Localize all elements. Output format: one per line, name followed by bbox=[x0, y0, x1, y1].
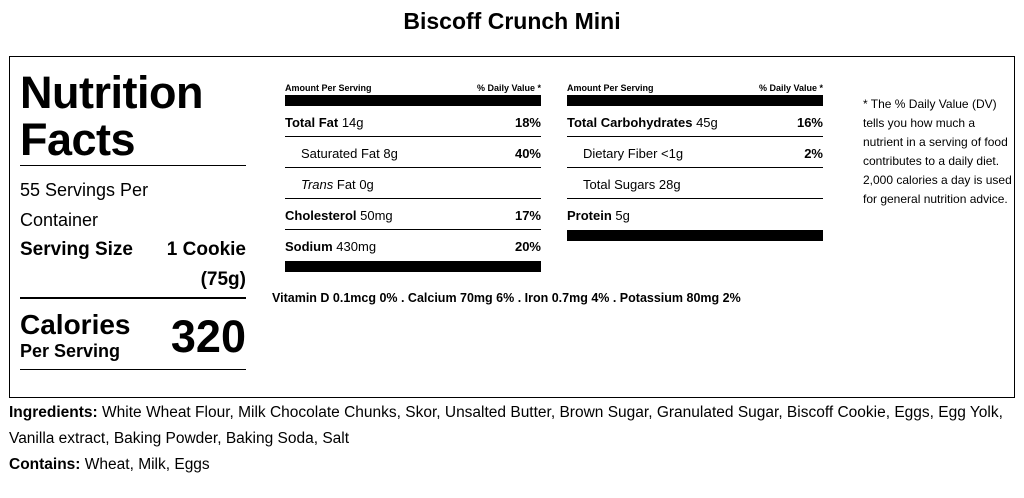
calories-label: Calories bbox=[20, 309, 131, 340]
nutrient-dv: 17% bbox=[514, 208, 541, 223]
nutrient-dv: 18% bbox=[514, 115, 541, 130]
ingredients-text: White Wheat Flour, Milk Chocolate Chunks, Skor, Unsalted Butter, Brown Sugar, Granulated Sugar, Biscoff Cookie, Eggs, Egg Yolk, Vanilla extract, Baking Powder, Baking Soda, Salt bbox=[9, 404, 1003, 447]
ingredients-label: Ingredients: bbox=[9, 404, 98, 421]
header-amount: Amount Per Serving bbox=[567, 83, 654, 93]
nutrient-row-trans-fat bbox=[285, 168, 541, 199]
thick-bar bbox=[567, 230, 823, 241]
nutrient-table-left bbox=[285, 83, 541, 272]
nutrient-table-right bbox=[567, 83, 823, 241]
nutrient-amount: 50mg bbox=[360, 208, 393, 223]
ingredients bbox=[9, 400, 1009, 452]
calories-value: 320 bbox=[170, 311, 246, 362]
nutrient-amount: 45g bbox=[696, 115, 718, 130]
table-header bbox=[567, 83, 823, 95]
nutrient-name-suffix: Fat bbox=[336, 177, 356, 192]
header-daily-value: % Daily Value * bbox=[476, 83, 541, 93]
nutrient-amount: 430mg bbox=[336, 239, 377, 254]
thick-bar bbox=[285, 261, 541, 272]
divider bbox=[20, 165, 246, 166]
thick-bar bbox=[285, 95, 541, 106]
nutrient-name: Sodium bbox=[285, 239, 333, 254]
nutrient-name: Dietary Fiber bbox=[583, 146, 658, 161]
nutrient-dv: 20% bbox=[514, 239, 541, 254]
contains-text: Wheat, Milk, Eggs bbox=[84, 456, 210, 473]
nutrient-amount: 14g bbox=[341, 115, 364, 130]
contains-label: Contains: bbox=[9, 456, 81, 473]
header-amount: Amount Per Serving bbox=[285, 83, 372, 93]
divider bbox=[20, 297, 246, 299]
nutrient-row-dietary-fiber bbox=[567, 137, 823, 168]
nutrient-name: Trans bbox=[301, 177, 334, 192]
nutrient-row-total-sugars bbox=[567, 168, 823, 199]
nutrition-facts-heading bbox=[20, 69, 203, 163]
header-daily-value: % Daily Value * bbox=[758, 83, 823, 93]
nutrient-name: Total Fat bbox=[285, 115, 339, 130]
calories-block bbox=[20, 309, 246, 369]
servings-line-2: Container bbox=[20, 210, 99, 230]
table-header bbox=[285, 83, 541, 95]
nutrient-name: Cholesterol bbox=[285, 208, 357, 223]
nutrient-row-sodium bbox=[285, 230, 541, 261]
nutrient-amount: <1g bbox=[661, 146, 684, 161]
servings-line-1: 55 Servings Per bbox=[20, 180, 149, 200]
heading-line-1: Nutrition bbox=[20, 67, 203, 118]
nutrient-amount: 5g bbox=[615, 208, 630, 223]
nutrient-row-total-carbohydrates bbox=[567, 106, 823, 137]
nutrient-name: Saturated Fat bbox=[301, 146, 380, 161]
nutrition-facts-label bbox=[9, 56, 1015, 398]
nutrient-dv: 40% bbox=[514, 146, 541, 161]
nutrient-dv: 2% bbox=[804, 146, 823, 161]
nutrient-name: Total Carbohydrates bbox=[567, 115, 693, 130]
serving-size-label: Serving Size bbox=[20, 239, 133, 260]
vitamins-minerals: Vitamin D 0.1mcg 0% . Calcium 70mg 6% . Iron 0.7mg 4% . Potassium 80mg 2% bbox=[272, 291, 741, 305]
nutrient-dv: 16% bbox=[796, 115, 823, 130]
nutrient-amount: 8g bbox=[383, 146, 398, 161]
nutrient-row-total-fat bbox=[285, 106, 541, 137]
nutrient-name: Total Sugars bbox=[583, 177, 656, 192]
nutrient-amount: 0g bbox=[359, 177, 374, 192]
divider bbox=[20, 369, 246, 370]
heading-line-2: Facts bbox=[20, 114, 136, 165]
nutrient-name: Protein bbox=[567, 208, 612, 223]
nutrient-row-protein bbox=[567, 199, 823, 230]
calories-sublabel: Per Serving bbox=[20, 341, 121, 361]
serving-size-value: 1 Cookie (75g) bbox=[166, 239, 246, 290]
thick-bar bbox=[567, 95, 823, 106]
servings-per-container bbox=[20, 175, 246, 235]
nutrient-row-cholesterol bbox=[285, 199, 541, 230]
product-title: Biscoff Crunch Mini bbox=[403, 8, 621, 34]
nutrient-row-saturated-fat bbox=[285, 137, 541, 168]
daily-value-footnote: * The % Daily Value (DV) tells you how much a nutrient in a serving of food contributes to a daily diet. 2,000 calories a day is used for general nutrition advice. bbox=[863, 97, 1012, 206]
nutrient-amount: 28g bbox=[658, 177, 681, 192]
allergens bbox=[9, 452, 210, 478]
